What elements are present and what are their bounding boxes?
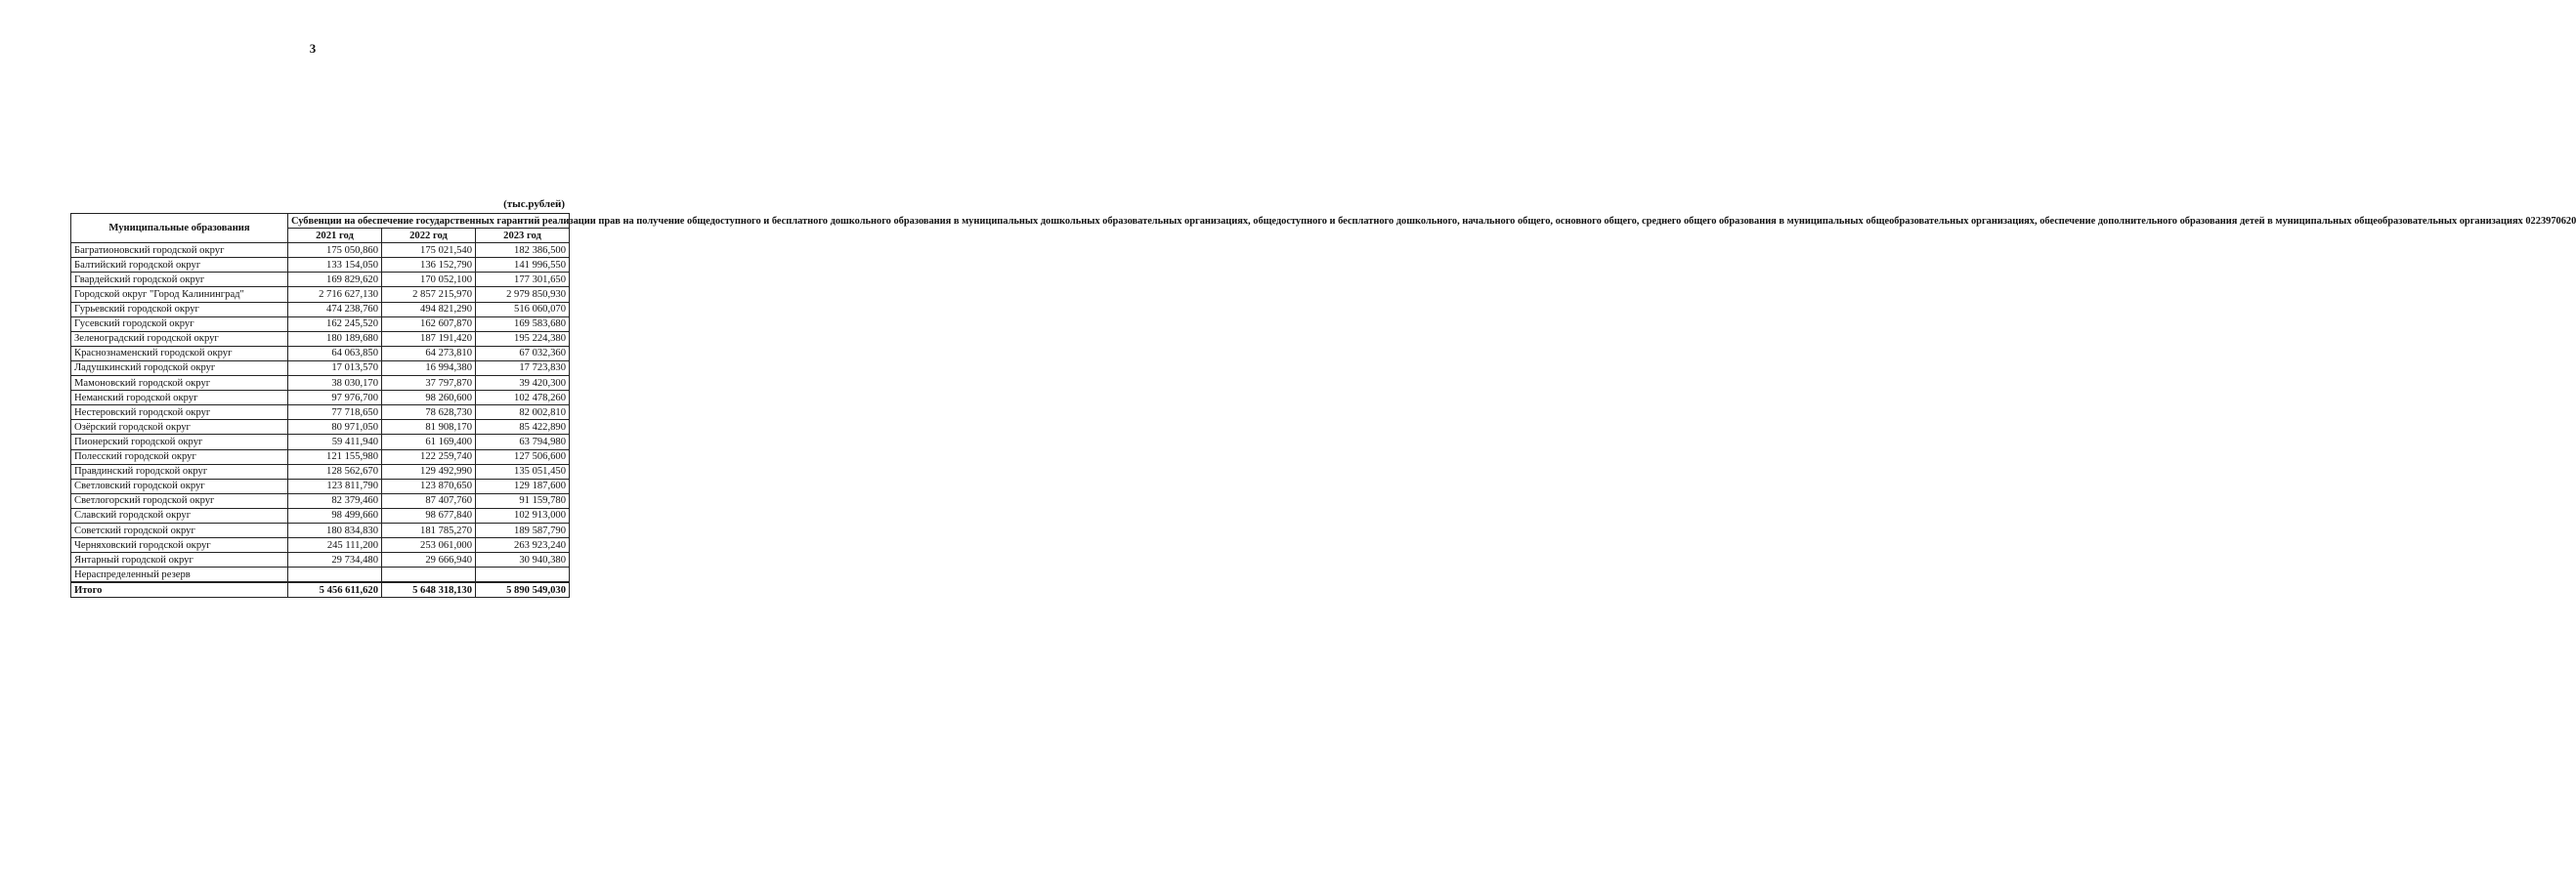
table-row (71, 258, 570, 273)
value-2023: 17 723,830 (476, 360, 570, 375)
municipality-name: Славский городской округ (71, 508, 288, 523)
value-2023: 67 032,360 (476, 346, 570, 360)
value-2022: 98 677,840 (382, 508, 476, 523)
value-2021: 133 154,050 (288, 258, 382, 273)
table-row (71, 287, 570, 302)
table-row (71, 376, 570, 391)
value-2023: 169 583,680 (476, 316, 570, 331)
value-2023: 85 422,890 (476, 420, 570, 435)
table-row (71, 243, 570, 258)
value-2023: 63 794,980 (476, 435, 570, 449)
value-2022: 136 152,790 (382, 258, 476, 273)
total-label: Итого (71, 582, 288, 598)
table-row (71, 508, 570, 523)
value-2022: 16 994,380 (382, 360, 476, 375)
value-2022: 187 191,420 (382, 331, 476, 346)
table-row (71, 405, 570, 420)
municipality-name: Гурьевский городской округ (71, 302, 288, 316)
table-row (71, 493, 570, 508)
header-municipalities: Муниципальные образования (71, 214, 288, 243)
table-row (71, 538, 570, 553)
value-2021: 38 030,170 (288, 376, 382, 391)
municipality-name: Озёрский городской округ (71, 420, 288, 435)
value-2021: 17 013,570 (288, 360, 382, 375)
value-2021: 128 562,670 (288, 464, 382, 479)
value-2023: 102 913,000 (476, 508, 570, 523)
total-2021: 5 456 611,620 (288, 582, 382, 598)
municipality-name: Зеленоградский городской округ (71, 331, 288, 346)
municipality-name: Пионерский городской округ (71, 435, 288, 449)
value-2021: 77 718,650 (288, 405, 382, 420)
value-2023: 182 386,500 (476, 243, 570, 258)
table-row (71, 464, 570, 479)
value-2021: 245 111,200 (288, 538, 382, 553)
total-2023: 5 890 549,030 (476, 582, 570, 598)
value-2022: 98 260,600 (382, 391, 476, 405)
table-header-row (71, 214, 570, 229)
table-row (71, 553, 570, 568)
value-2021 (288, 568, 382, 583)
table-row (71, 360, 570, 375)
value-2023: 135 051,450 (476, 464, 570, 479)
table-row (71, 346, 570, 360)
header-year-2023: 2023 год (476, 229, 570, 243)
value-2021: 98 499,660 (288, 508, 382, 523)
municipality-name: Ладушкинский городской округ (71, 360, 288, 375)
table-row (71, 302, 570, 316)
municipality-name: Светлогорский городской округ (71, 493, 288, 508)
table-row (71, 479, 570, 493)
value-2021: 59 411,940 (288, 435, 382, 449)
header-subvention: Субвенции на обеспечение государственных гарантий реализации прав на получение общедоступного и бесплатного дошкольного образования в муниципальных дошкольных образовательных организациях, общедоступного и бесплатного дошкольного, начального общего, основного общего, среднего общего образования в муниципальных общеобразовательных организациях, обеспечение дополнительного образования детей в муниципальных общеобразовательных организациях 0223970620 (288, 214, 570, 229)
value-2023: 39 420,300 (476, 376, 570, 391)
value-2022: 87 407,760 (382, 493, 476, 508)
municipality-name: Гусевский городской округ (71, 316, 288, 331)
value-2021: 123 811,790 (288, 479, 382, 493)
value-2023: 189 587,790 (476, 523, 570, 537)
value-2022: 2 857 215,970 (382, 287, 476, 302)
value-2021: 162 245,520 (288, 316, 382, 331)
municipality-name: Правдинский городской округ (71, 464, 288, 479)
header-year-2022: 2022 год (382, 229, 476, 243)
value-2021: 29 734,480 (288, 553, 382, 568)
subventions-table (70, 213, 2576, 598)
table-row (71, 316, 570, 331)
value-2021: 80 971,050 (288, 420, 382, 435)
value-2023: 30 940,380 (476, 553, 570, 568)
value-2023: 516 060,070 (476, 302, 570, 316)
table-row (71, 568, 570, 583)
value-2022 (382, 568, 476, 583)
total-2022: 5 648 318,130 (382, 582, 476, 598)
table-row (71, 420, 570, 435)
value-2022: 129 492,990 (382, 464, 476, 479)
value-2023: 141 996,550 (476, 258, 570, 273)
value-2021: 169 829,620 (288, 273, 382, 287)
value-2021: 180 189,680 (288, 331, 382, 346)
municipality-name: Балтийский городской округ (71, 258, 288, 273)
municipality-name: Краснознаменский городской округ (71, 346, 288, 360)
table-row (71, 523, 570, 537)
municipality-name: Городской округ "Город Калининград" (71, 287, 288, 302)
units-label: (тыс.рублей) (503, 198, 565, 210)
value-2023: 263 923,240 (476, 538, 570, 553)
total-row (71, 582, 570, 598)
table-row (71, 391, 570, 405)
municipality-name: Мамоновский городской округ (71, 376, 288, 391)
value-2022: 61 169,400 (382, 435, 476, 449)
value-2022: 123 870,650 (382, 479, 476, 493)
value-2023: 129 187,600 (476, 479, 570, 493)
value-2023: 127 506,600 (476, 449, 570, 464)
value-2023: 177 301,650 (476, 273, 570, 287)
value-2022: 181 785,270 (382, 523, 476, 537)
value-2021: 97 976,700 (288, 391, 382, 405)
value-2021: 64 063,850 (288, 346, 382, 360)
value-2022: 78 628,730 (382, 405, 476, 420)
municipality-name: Нестеровский городской округ (71, 405, 288, 420)
value-2022: 64 273,810 (382, 346, 476, 360)
table-row (71, 273, 570, 287)
value-2021: 180 834,830 (288, 523, 382, 537)
municipality-name: Гвардейский городской округ (71, 273, 288, 287)
value-2023 (476, 568, 570, 583)
value-2022: 175 021,540 (382, 243, 476, 258)
value-2023: 82 002,810 (476, 405, 570, 420)
value-2021: 82 379,460 (288, 493, 382, 508)
municipality-name: Светловский городской округ (71, 479, 288, 493)
municipality-name: Нераспределенный резерв (71, 568, 288, 583)
municipality-name: Багратионовский городской округ (71, 243, 288, 258)
page-number: 3 (309, 41, 317, 56)
table-row (71, 449, 570, 464)
value-2021: 175 050,860 (288, 243, 382, 258)
value-2022: 162 607,870 (382, 316, 476, 331)
value-2023: 102 478,260 (476, 391, 570, 405)
value-2023: 91 159,780 (476, 493, 570, 508)
value-2022: 29 666,940 (382, 553, 476, 568)
value-2022: 170 052,100 (382, 273, 476, 287)
value-2022: 81 908,170 (382, 420, 476, 435)
municipality-name: Советский городской округ (71, 523, 288, 537)
value-2022: 494 821,290 (382, 302, 476, 316)
municipality-name: Полесский городской округ (71, 449, 288, 464)
value-2023: 195 224,380 (476, 331, 570, 346)
value-2021: 121 155,980 (288, 449, 382, 464)
header-year-2021: 2021 год (288, 229, 382, 243)
table-row (71, 435, 570, 449)
value-2022: 122 259,740 (382, 449, 476, 464)
value-2022: 37 797,870 (382, 376, 476, 391)
value-2022: 253 061,000 (382, 538, 476, 553)
municipality-name: Неманский городской округ (71, 391, 288, 405)
value-2021: 474 238,760 (288, 302, 382, 316)
table-row (71, 331, 570, 346)
municipality-name: Янтарный городской округ (71, 553, 288, 568)
municipality-name: Черняховский городской округ (71, 538, 288, 553)
value-2021: 2 716 627,130 (288, 287, 382, 302)
value-2023: 2 979 850,930 (476, 287, 570, 302)
